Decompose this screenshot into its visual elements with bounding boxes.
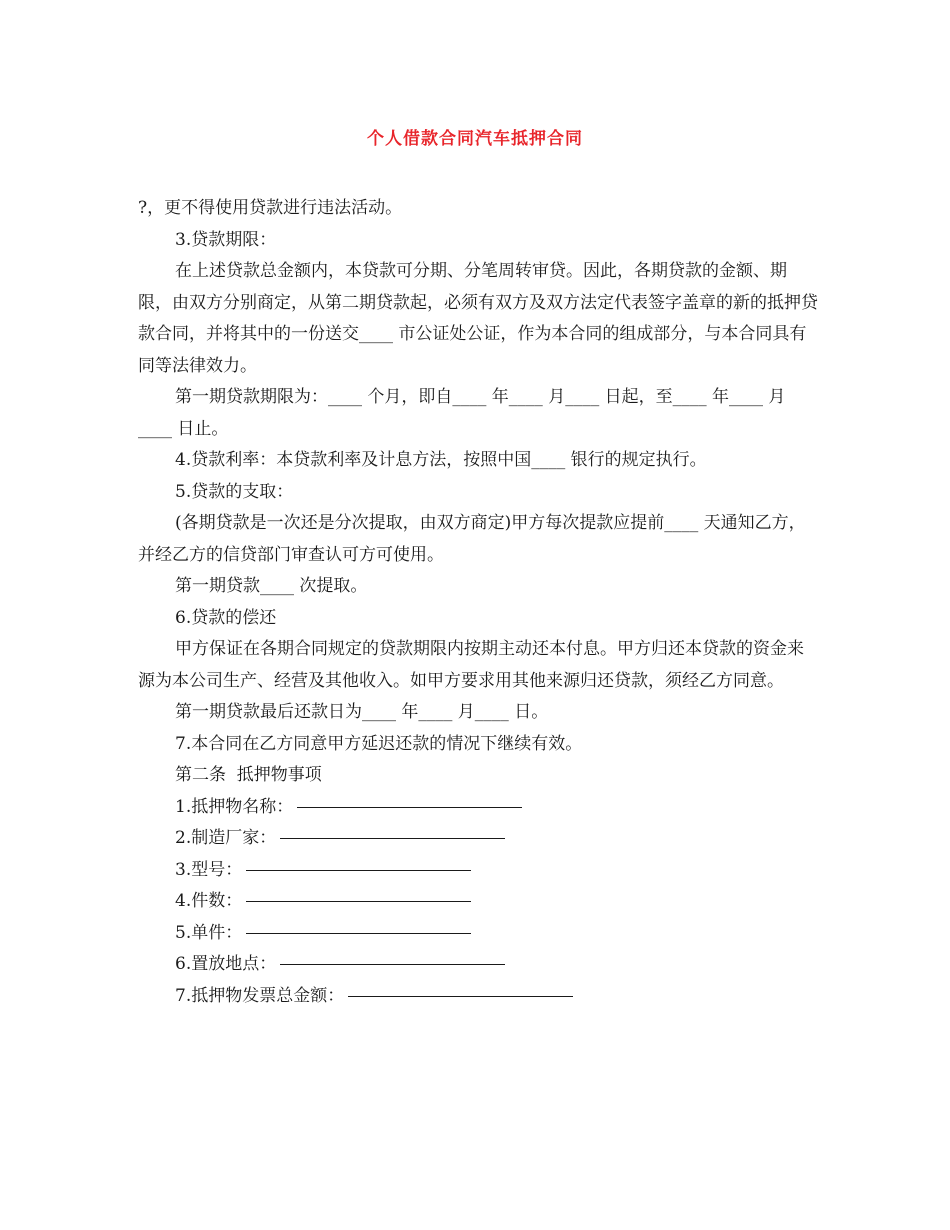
field-label: 4.件数： bbox=[175, 891, 243, 911]
paragraph: 5.贷款的支取： bbox=[175, 481, 294, 502]
blank-line bbox=[297, 806, 522, 808]
field-row-collateral-name bbox=[138, 792, 818, 824]
field-row-manufacturer bbox=[138, 823, 818, 855]
blank-line bbox=[246, 900, 471, 902]
paragraph: 6.贷款的偿还 bbox=[175, 607, 277, 628]
document-body bbox=[138, 193, 818, 1012]
paragraph: 甲方保证在各期合同规定的贷款期限内按期主动还本付息。甲方归还本贷款的资金来源为本公司生产、经营及其他收入。如甲方要求用其他来源归还贷款，须经乙方同意。 bbox=[138, 639, 804, 691]
field-label: 3.型号： bbox=[175, 859, 243, 880]
blank-line bbox=[246, 869, 471, 871]
field-label: 7.抵押物发票总金额： bbox=[175, 985, 345, 1006]
field-label: 5.单件： bbox=[175, 922, 243, 943]
field-row-model bbox=[138, 855, 818, 887]
field-label: 1.抵押物名称： bbox=[175, 796, 294, 817]
document-title: 个人借款合同汽车抵押合同 bbox=[367, 129, 583, 149]
field-row-quantity bbox=[138, 886, 818, 918]
paragraph: 第一期贷款____ 次提取。 bbox=[175, 576, 368, 596]
field-row-invoice-total bbox=[138, 981, 818, 1013]
paragraph: 7.本合同在乙方同意甲方延迟还款的情况下继续有效。 bbox=[175, 733, 583, 754]
blank-line bbox=[246, 932, 471, 934]
blank-line bbox=[348, 995, 573, 997]
field-label: 2.制造厂家： bbox=[175, 828, 277, 848]
field-row-unit bbox=[138, 918, 818, 950]
field-row-location bbox=[138, 949, 818, 981]
paragraph: 第一期贷款期限为：____ 个月，即自____ 年____ 月____ 日起，至____ 年____ 月____ 日止。 bbox=[138, 387, 786, 439]
blank-line bbox=[280, 963, 505, 965]
paragraph: 3.贷款期限： bbox=[175, 229, 277, 250]
paragraph: 在上述贷款总金额内，本贷款可分期、分笔周转审贷。因此，各期贷款的金额、期限，由双方分别商定，从第二期贷款起，必须有双方及双方法定代表签字盖章的新的抵押贷款合同，并将其中的一份送交____ 市公证处公证，作为本合同的组成部分，与本合同具有同等法律效力。 bbox=[138, 261, 818, 376]
paragraph: 第二条 抵押物事项 bbox=[175, 765, 322, 785]
blank-line bbox=[280, 837, 505, 839]
paragraph: ?，更不得使用贷款进行违法活动。 bbox=[138, 198, 403, 218]
paragraph: 4.贷款利率：本贷款利率及计息方法，按照中国____ 银行的规定执行。 bbox=[175, 450, 707, 470]
paragraph: 第一期贷款最后还款日为____ 年____ 月____ 日。 bbox=[175, 702, 549, 722]
paragraph: (各期贷款是一次还是分次提取，由双方商定)甲方每次提款应提前____ 天通知乙方，并经乙方的信贷部门审查认可方可使用。 bbox=[138, 513, 806, 565]
field-label: 6.置放地点： bbox=[175, 954, 277, 974]
